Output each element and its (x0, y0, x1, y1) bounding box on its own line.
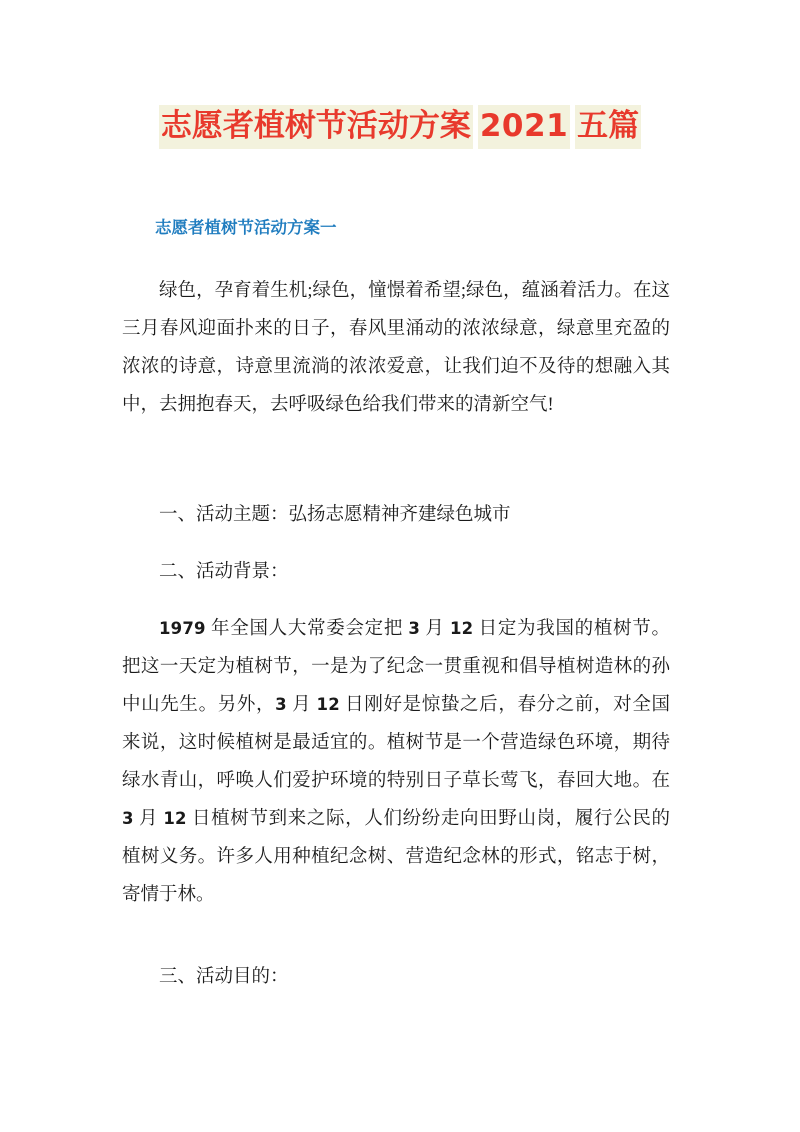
document-title (0, 103, 800, 149)
paragraph-background-block (122, 610, 675, 914)
paragraph-intro: 绿色，孕育着生机;绿色，憧憬着希望;绿色，蕴涵着活力。在这三月春风迎面扑来的日子，春风里涌动的浓浓绿意，绿意里充盈的浓浓的诗意，诗意里流淌的浓浓爱意，让我们迫不及待的想融入其中，去拥抱春天，去呼吸绿色给我们带来的清新空气! (122, 281, 670, 415)
bg-text-4: 月 (286, 695, 317, 715)
heading-activity-theme: 一、活动主题：弘扬志愿精神齐建绿色城市 (159, 505, 511, 525)
bg-text-5: 日刚好是惊蛰之后，春分之前，对全国来说，这时候植树是最适宜的。植树节是一个营造绿色环境，期待绿水青山，呼唤人们爱护环境的特别日子草长莺飞，春回大地。在 (122, 695, 675, 791)
paragraph-background (122, 610, 675, 914)
heading-activity-purpose: 三、活动目的： (159, 967, 289, 987)
month-3-c: 3 (122, 809, 134, 828)
paragraph-intro-block (122, 272, 670, 424)
month-3-a: 3 (408, 619, 421, 638)
bg-text-7: 日植树节到来之际，人们纷纷走向田野山岗，履行公民的植树义务。许多人用种植纪念树、营造纪念林的形式，铭志于树，寄情于林。 (122, 809, 670, 905)
day-12-b: 12 (316, 695, 340, 714)
section-heading-plan-one: 志愿者植树节活动方案一 (155, 218, 337, 237)
document-title-segment-1: 志愿者植树节活动方案 (159, 105, 473, 149)
month-3-b: 3 (275, 695, 287, 714)
document-title-segment-2: 2021 (478, 105, 570, 149)
document-title-segment-3: 五篇 (575, 105, 641, 149)
bg-text-2: 月 (420, 619, 450, 639)
day-12-c: 12 (163, 809, 187, 828)
bg-text-3: 日定为我国的植树节。把这一天定为植树节，一是为了纪念一贯重视和倡导植树造林的孙中山先生。另外， (122, 619, 670, 715)
day-12-a: 12 (449, 619, 474, 638)
bg-text-6: 月 (133, 809, 164, 829)
year-1979: 1979 (159, 619, 206, 638)
bg-text-1: 年全国人大常委会定把 (205, 619, 409, 639)
heading-activity-background: 二、活动背景： (159, 562, 289, 582)
